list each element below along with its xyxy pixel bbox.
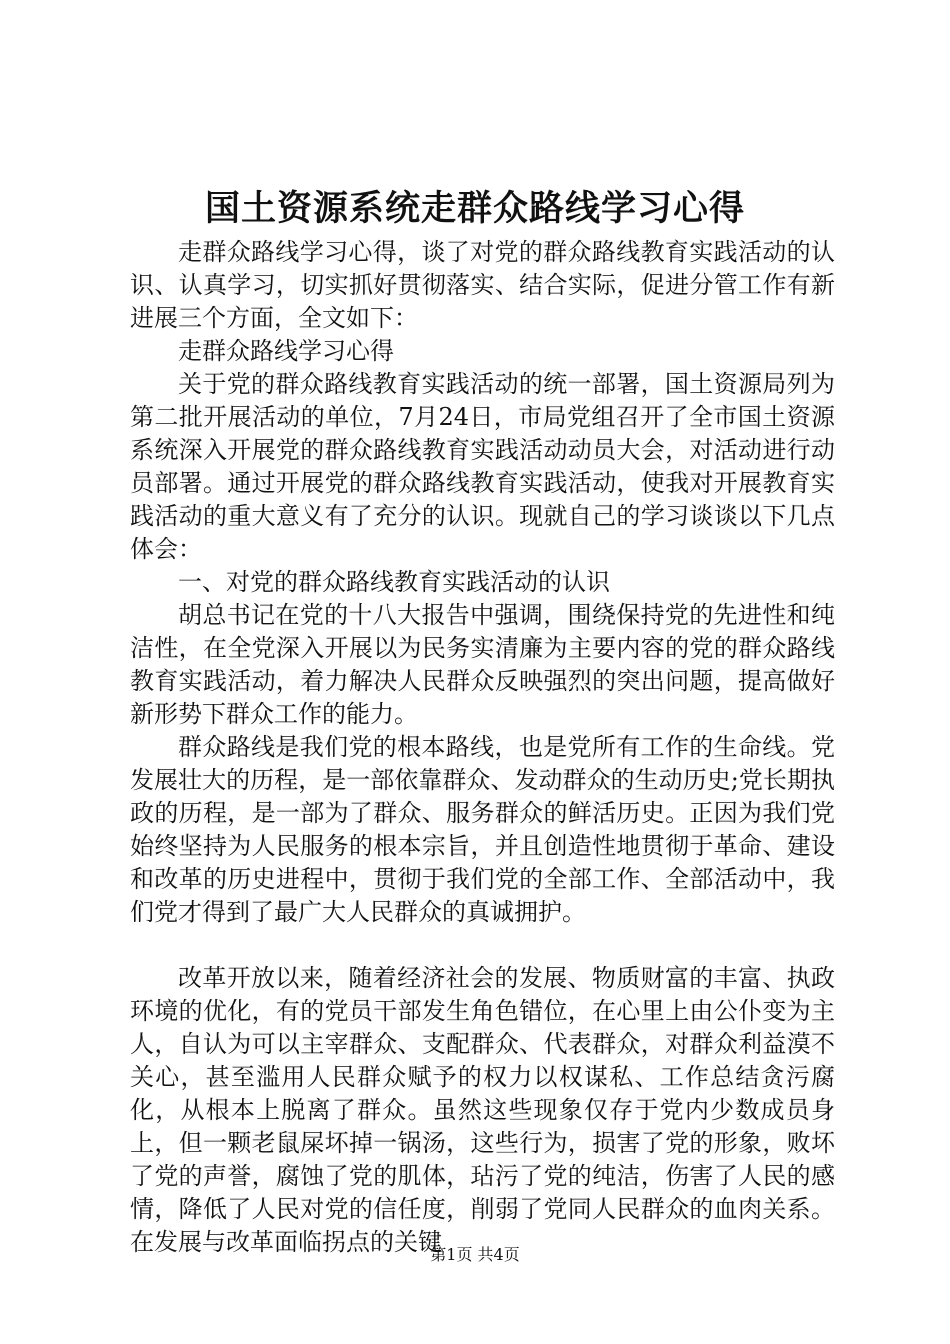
paragraph-intro: 走群众路线学习心得，谈了对党的群众路线教育实践活动的认识、认真学习，切实抓好贯彻落实、结合实际，促进分管工作有新进展三个方面，全文如下：	[130, 238, 835, 332]
document-title: 国土资源系统走群众路线学习心得	[204, 188, 745, 229]
paragraph-mass-line: 群众路线是我们党的根本路线，也是党所有工作的生命线。党发展壮大的历程，是一部依靠群众、发动群众的生动历史;党长期执政的历程，是一部为了群众、服务群众的鲜活历史。正因为我们党始终坚持为人民服务的根本宗旨，并且创造性地贯彻于革命、建设和改革的历史进程中，贯彻于我们党的全部工作、全部活动中，我们党才得到了最广大人民群众的真诚拥护。	[130, 733, 835, 926]
paragraph-background: 关于党的群众路线教育实践活动的统一部署，国土资源局列为第二批开展活动的单位，7月24日，市局党组召开了全市国土资源系统深入开展党的群众路线教育实践活动动员大会，对活动进行动员部署。通过开展党的群众路线教育实践活动，使我对开展教育实践活动的重大意义有了充分的认识。现就自己的学习谈谈以下几点体会：	[130, 370, 835, 563]
document-body	[130, 236, 835, 1259]
page-number: 第1页 共4页	[430, 1245, 520, 1264]
section-heading-1: 一、对党的群众路线教育实践活动的认识	[178, 568, 610, 596]
paragraph-reform: 改革开放以来，随着经济社会的发展、物质财富的丰富、执政环境的优化，有的党员干部发生角色错位，在心里上由公仆变为主人，自认为可以主宰群众、支配群众、代表群众，对群众利益漠不关心，甚至滥用人民群众赋予的权力以权谋私、工作总结贪污腐化，从根本上脱离了群众。虽然这些现象仅存于党内少数成员身上，但一颗老鼠屎坏掉一锅汤，这些行为，损害了党的形象，败坏了党的声誉，腐蚀了党的肌体，玷污了党的纯洁，伤害了人民的感情，降低了人民对党的信任度，削弱了党同人民群众的血肉关系。在发展与改革面临拐点的关键	[130, 964, 835, 1256]
paragraph-report: 胡总书记在党的十八大报告中强调，围绕保持党的先进性和纯洁性，在全党深入开展以为民务实清廉为主要内容的党的群众路线教育实践活动，着力解决人民群众反映强烈的突出问题，提高做好新形势下群众工作的能力。	[130, 601, 835, 728]
paragraph-subtitle: 走群众路线学习心得	[178, 337, 394, 365]
